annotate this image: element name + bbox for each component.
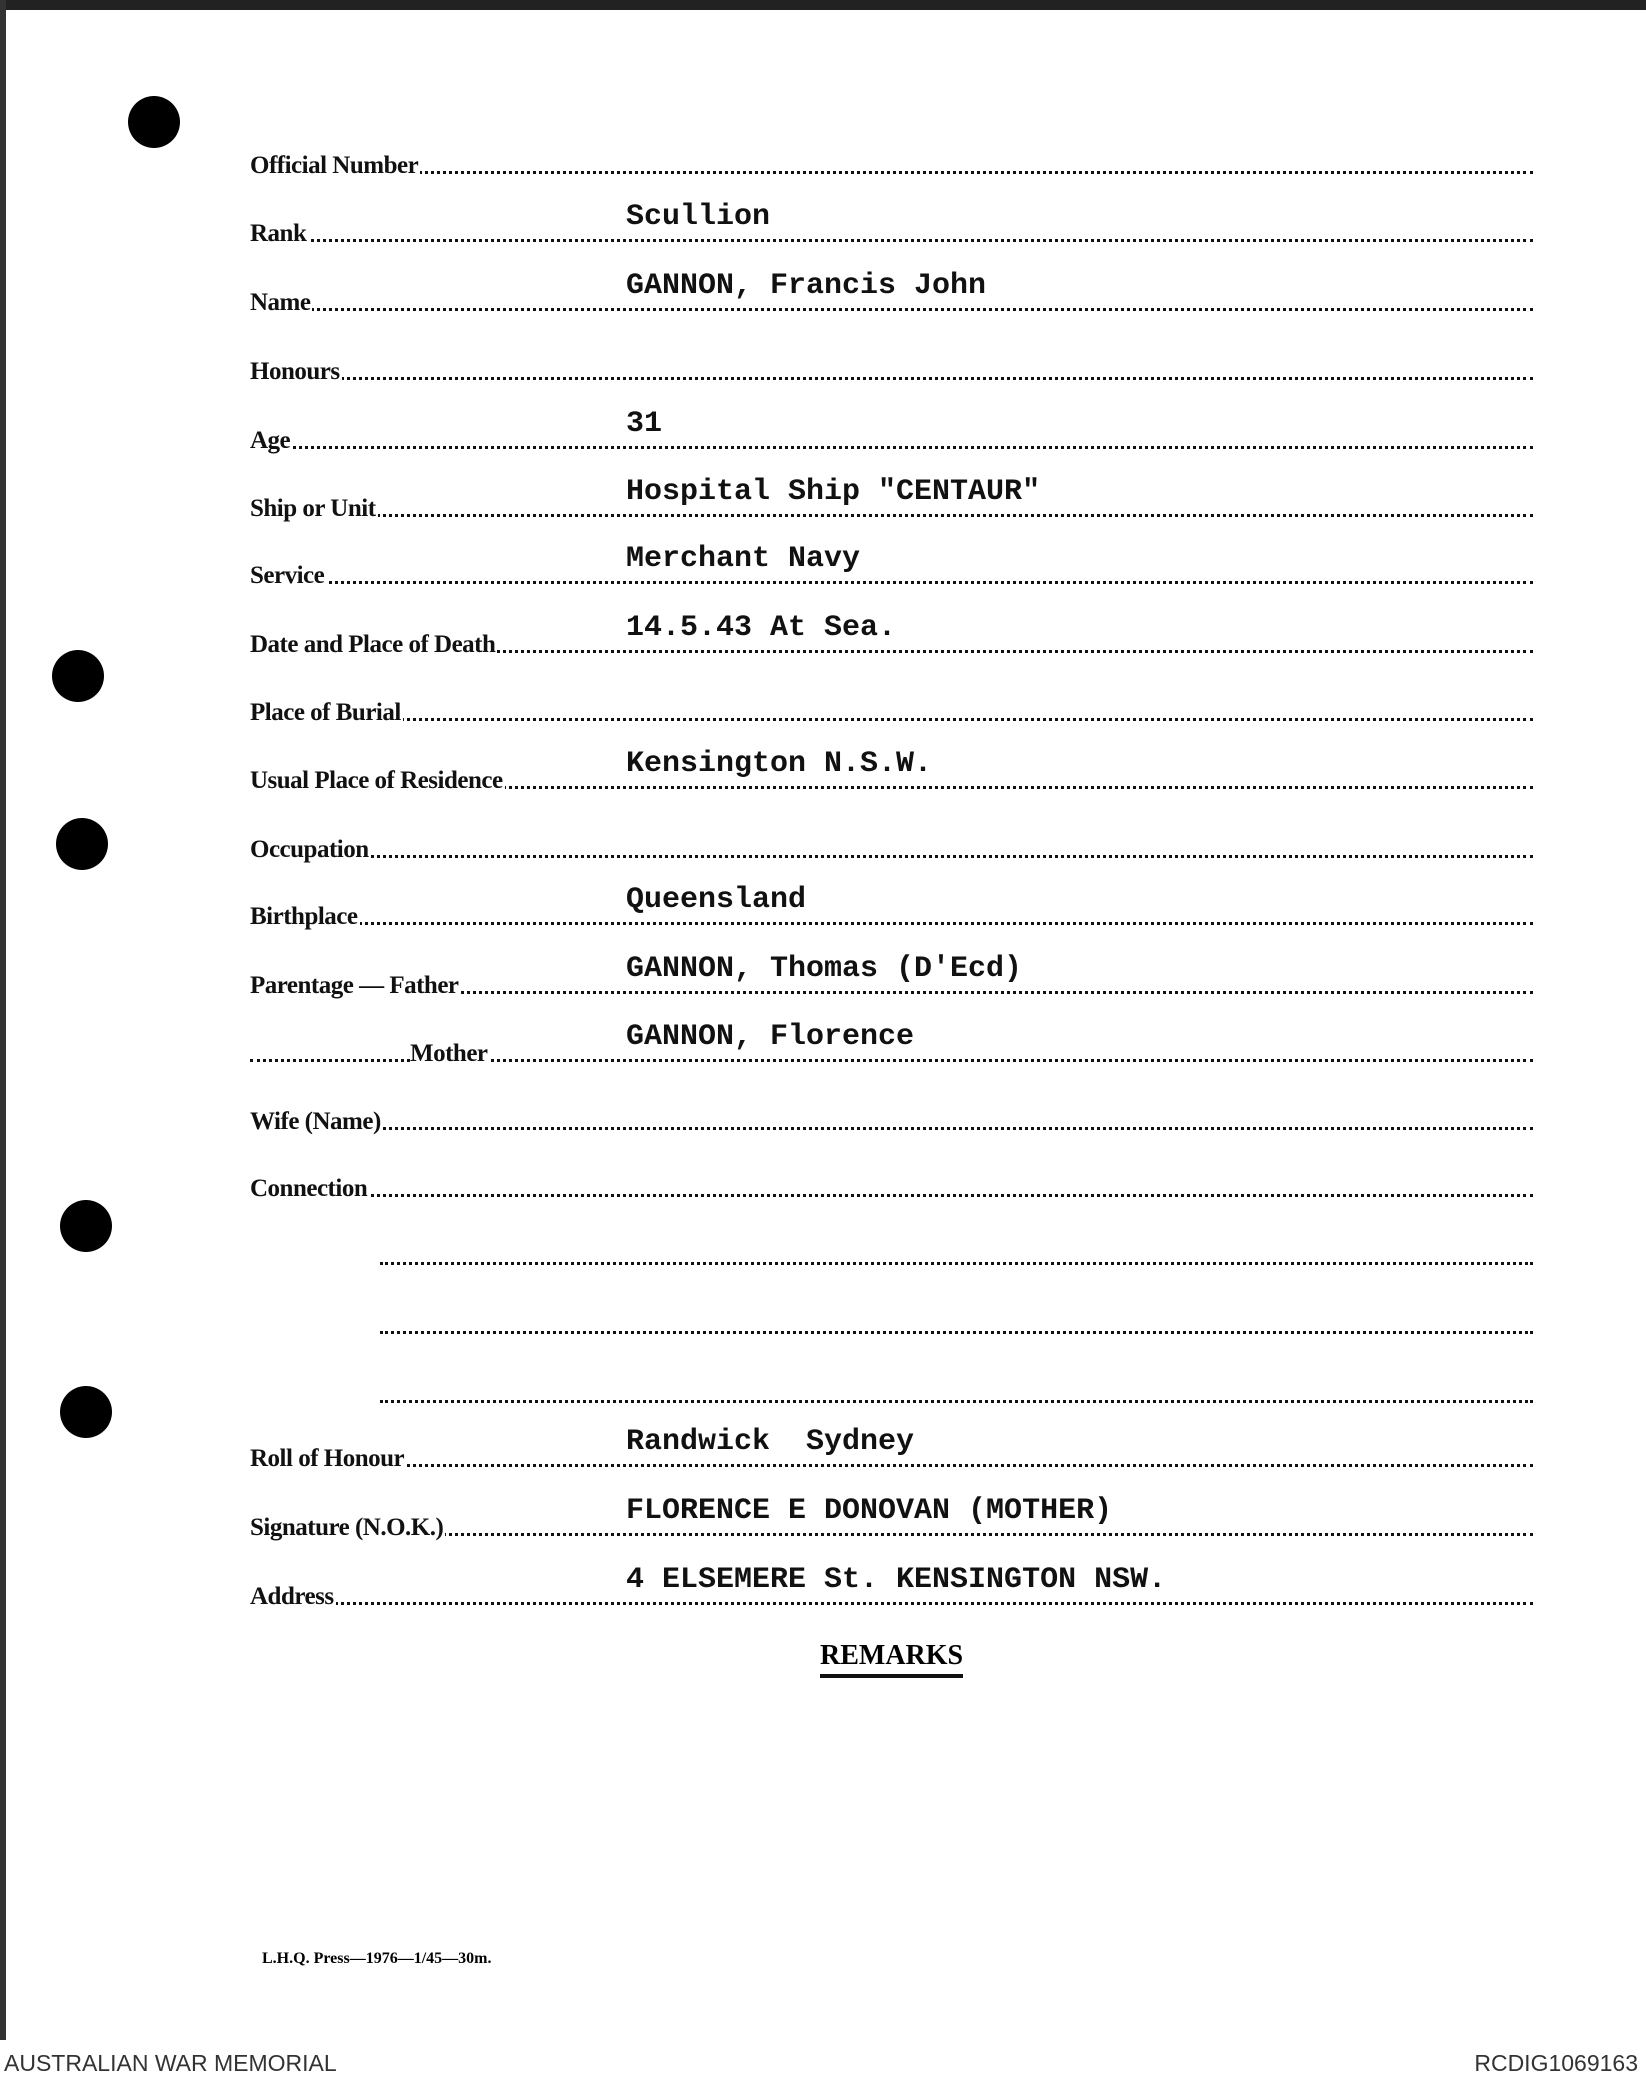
field-label: Service [250, 562, 325, 589]
field-value: Merchant Navy [626, 542, 861, 576]
form-row [250, 140, 1533, 180]
field-label: Rank [250, 220, 307, 247]
dotted-line [380, 1331, 1533, 1334]
form-row [380, 1231, 1533, 1271]
dotted-line [250, 377, 1533, 380]
punch-hole [128, 96, 180, 148]
field-label: Ship or Unit [250, 495, 376, 522]
field-label: Wife (Name) [250, 1108, 381, 1135]
field-label: Honours [250, 358, 340, 385]
field-label: Birthplace [250, 903, 358, 930]
field-value: FLORENCE E DONOVAN (MOTHER) [626, 1494, 1113, 1528]
form-row [250, 824, 1533, 864]
form-row [250, 542, 1533, 590]
field-value: 31 [626, 407, 663, 441]
field-label: Age [250, 427, 291, 454]
dotted-line [250, 718, 1533, 721]
field-value: GANNON, Thomas (D'Ecd) [626, 952, 1023, 986]
field-value: 4 ELSEMERE St. KENSINGTON NSW. [626, 1563, 1167, 1597]
dotted-line [250, 446, 1533, 449]
form-row [250, 1494, 1533, 1542]
form-row [250, 200, 1533, 248]
form-row [250, 952, 1533, 1000]
field-label: Place of Burial [250, 699, 401, 726]
dotted-line [250, 1127, 1533, 1130]
dotted-line [250, 1194, 1533, 1197]
remarks-heading: REMARKS [820, 1640, 963, 1678]
form-row [250, 747, 1533, 795]
footer-institution: AUSTRALIAN WAR MEMORIAL [4, 2050, 337, 2076]
field-value: Hospital Ship "CENTAUR" [626, 475, 1041, 509]
form-row [250, 611, 1533, 659]
press-mark: L.H.Q. Press—1976—1/45—30m. [262, 1950, 492, 1967]
field-label: Official Number [250, 152, 419, 179]
field-label: Parentage — Father [250, 972, 459, 999]
dotted-line [250, 922, 1533, 925]
field-label: Signature (N.O.K.) [250, 1514, 444, 1541]
form-row [250, 269, 1533, 317]
field-value: GANNON, Florence [626, 1020, 915, 1054]
form-row [250, 1425, 1533, 1473]
field-label: Roll of Honour [250, 1445, 405, 1472]
field-label: Address [250, 1583, 334, 1610]
form-row [250, 475, 1533, 523]
scan-top-edge [0, 0, 1646, 10]
dotted-line [250, 1602, 1533, 1605]
punch-hole [56, 818, 108, 870]
punch-hole [52, 650, 104, 702]
field-value: 14.5.43 At Sea. [626, 611, 897, 645]
form-row [250, 883, 1533, 931]
field-value: Queensland [626, 883, 807, 917]
dotted-line [250, 239, 1533, 242]
field-value: Kensington N.S.W. [626, 747, 933, 781]
form-row [250, 1163, 1533, 1203]
dotted-line [250, 581, 1533, 584]
field-label: Name [250, 289, 311, 316]
scan-left-edge [0, 0, 6, 2040]
form-row [380, 1300, 1533, 1340]
footer-id: RCDIG1069163 [1474, 2050, 1638, 2076]
form-row [250, 407, 1533, 455]
form-row [250, 1096, 1533, 1136]
field-label: Usual Place of Residence [250, 767, 503, 794]
field-label: Occupation [250, 836, 369, 863]
dotted-line [250, 855, 1533, 858]
field-value: Scullion [626, 200, 771, 234]
field-label: Mother [410, 1040, 488, 1067]
form-row [250, 687, 1533, 727]
field-value: GANNON, Francis John [626, 269, 987, 303]
field-label: Date and Place of Death [250, 631, 496, 658]
form-row [250, 346, 1533, 386]
dotted-line [250, 514, 1533, 517]
form-row [250, 1020, 1533, 1068]
form-row [250, 1563, 1533, 1611]
punch-hole [60, 1386, 112, 1438]
dotted-line [250, 171, 1533, 174]
field-label: Connection [250, 1175, 368, 1202]
dotted-line [380, 1400, 1533, 1403]
dotted-line [250, 308, 1533, 311]
dotted-line [380, 1262, 1533, 1265]
dotted-line [250, 1464, 1533, 1467]
punch-hole [60, 1200, 112, 1252]
field-value: Randwick Sydney [626, 1425, 915, 1459]
form-row [380, 1369, 1533, 1409]
